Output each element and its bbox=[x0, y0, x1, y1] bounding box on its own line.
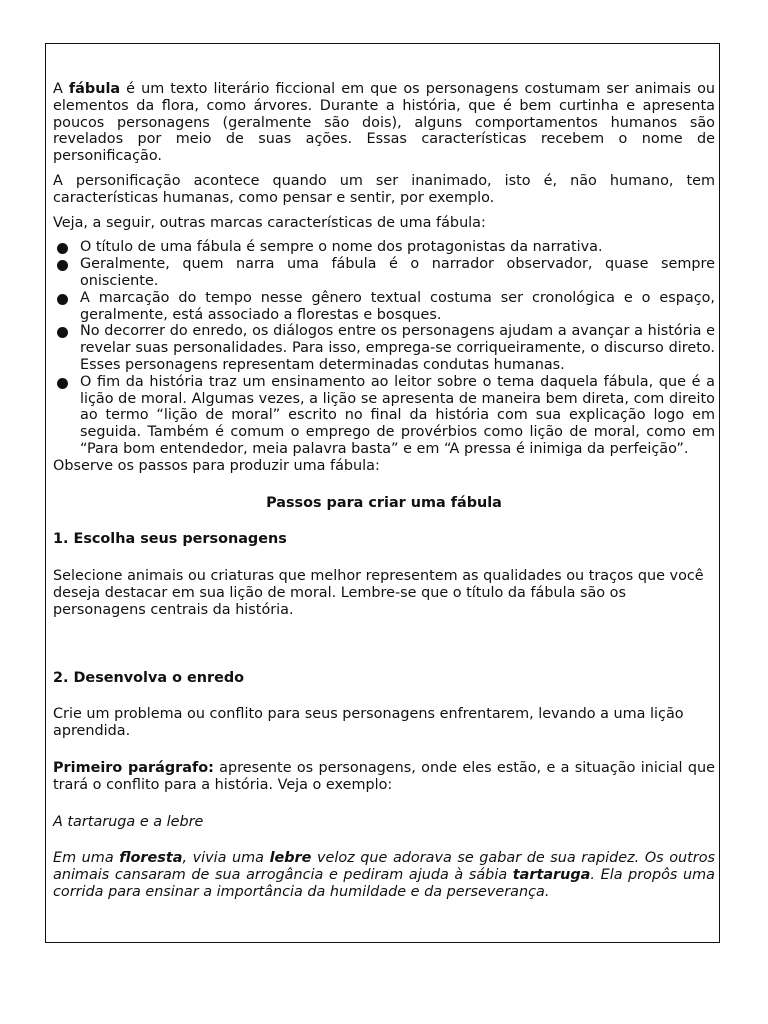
list-item-text: Geralmente, quem narra uma fábula é o narrador observador, quase sempre onisciente. bbox=[80, 256, 715, 289]
list-item bbox=[53, 374, 715, 458]
page-frame bbox=[45, 43, 720, 943]
bullet-icon bbox=[57, 243, 68, 254]
intro-text-start: A bbox=[53, 81, 69, 97]
keyword-tartaruga: tartaruga bbox=[512, 867, 591, 884]
keyword-floresta: floresta bbox=[119, 850, 183, 867]
example-title: A tartaruga e a lebre bbox=[53, 813, 204, 830]
example-paragraph bbox=[53, 850, 715, 900]
bullet-icon bbox=[57, 378, 68, 389]
list-item-text: A marcação do tempo nesse gênero textual costuma ser cronológica e o espaço, geralmente, está associado a florestas e bosques. bbox=[80, 289, 715, 323]
observe-line: Observe os passos para produzir uma fábula: bbox=[53, 457, 380, 474]
example-text: veloz que adorava se gabar de sua rapidez. Os outros animais cansaram de sua arrogância e pediram ajuda à sábia bbox=[53, 850, 716, 884]
list-item bbox=[53, 256, 715, 290]
bullet-icon bbox=[57, 327, 68, 338]
bullet-icon bbox=[57, 294, 68, 305]
example-text: Em uma bbox=[53, 850, 120, 867]
first-paragraph-text: apresente os personagens, onde eles estão, e a situação inicial que trará o conflito para a história. Veja o exemplo: bbox=[53, 759, 715, 793]
intro-paragraph-3: Veja, a seguir, outras marcas características de uma fábula: bbox=[53, 214, 486, 231]
list-item bbox=[53, 290, 715, 324]
list-item bbox=[53, 239, 715, 256]
step2-text: Crie um problema ou conflito para seus personagens enfrentarem, levando a uma lição aprendida. bbox=[53, 706, 684, 740]
step2-heading: 2. Desenvolva o enredo bbox=[53, 669, 245, 686]
list-item bbox=[53, 323, 715, 373]
step1-heading: 1. Escolha seus personagens bbox=[53, 531, 287, 548]
characteristics-list bbox=[53, 239, 715, 457]
intro-paragraph-1 bbox=[53, 81, 715, 165]
step1-text: Selecione animais ou criaturas que melhor representem as qualidades ou traços que você deseja destacar em sua lição de moral. Lembre-se que o título da fábula são os personagens centrais da história. bbox=[53, 568, 704, 618]
example-text: , vivia uma bbox=[182, 850, 270, 867]
list-item-text: O fim da história traz um ensinamento ao leitor sobre o tema daquela fábula, que é a lição de moral. Algumas vezes, a lição se apresenta de maneira bem direta, com direito ao termo “lição de moral” escrito no final da história com sua explicação logo em seguida. Também é comum o emprego de provérbios como lição de moral, como em “Para bom entendedor, meia palavra basta” e em “A pressa é inimiga da perfeição”. bbox=[80, 373, 715, 457]
keyword-fabula: fábula bbox=[68, 81, 121, 97]
example-text: . Ela propôs uma corrida para ensinar a importância da humildade e da perseverança. bbox=[53, 867, 715, 900]
list-item-text: O título de uma fábula é sempre o nome dos protagonistas da narrativa. bbox=[80, 239, 603, 256]
bullet-icon bbox=[57, 260, 68, 271]
first-paragraph-instruction bbox=[53, 760, 715, 794]
first-paragraph-label: Primeiro parágrafo: bbox=[53, 759, 214, 776]
intro-paragraph-2: A personificação acontece quando um ser inanimado, isto é, não humano, tem características humanas, como pensar e sentir, por exemplo. bbox=[53, 172, 715, 206]
steps-title: Passos para criar uma fábula bbox=[266, 494, 502, 511]
list-item-text: No decorrer do enredo, os diálogos entre os personagens ajudam a avançar a história e revelar suas personalidades. Para isso, emprega-se corriqueiramente, o discurso direto. Esses personagens representam determinadas condutas humanas. bbox=[80, 323, 715, 373]
keyword-lebre: lebre bbox=[269, 850, 312, 867]
intro-text-rest: é um texto literário ficcional em que os personagens costumam ser animais ou elementos da flora, como árvores. Durante a história, que é bem curtinha e apresenta poucos personagens (geralmente são dois), alguns comportamentos humanos são revelados por meio de suas ações. Essas características recebem o nome de personificação. bbox=[53, 81, 716, 165]
document-content bbox=[53, 81, 715, 901]
